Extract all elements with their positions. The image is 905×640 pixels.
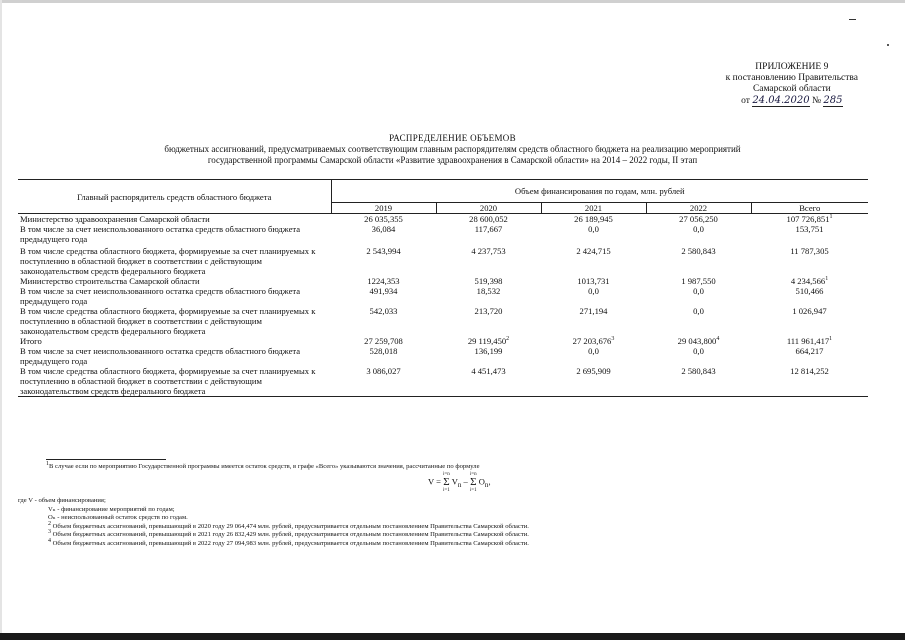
table-row [18, 306, 868, 336]
footnote-3 [18, 531, 868, 540]
cell-value: 2 580,843 [646, 366, 751, 397]
formula-term-o: O [478, 476, 485, 487]
cell-value: 28 600,052 [436, 214, 541, 225]
cell-value: 27 056,250 [646, 214, 751, 225]
appendix-resolution: к постановлению Правительства [725, 73, 858, 83]
cell-value: 528,018 [369, 346, 398, 356]
scan-top-edge [0, 0, 905, 3]
table-row [18, 224, 868, 246]
cell-value: 1013,731 [577, 276, 610, 286]
date-value: 24.04.2020 [752, 95, 810, 106]
footnote-mark: 3 [48, 529, 51, 536]
cell-total [751, 336, 868, 346]
footnote-4 [18, 537, 868, 549]
header-year: 2020 [436, 203, 541, 214]
row-label: В том числе за счет неиспользованного остатка средств областного бюджета предыдущего года [20, 346, 301, 366]
number-prefix: № [811, 96, 822, 106]
footnote-text: Объем бюджетных ассигнований, превышающий в 2021 году 26 832,429 млн. рублей, предусматривается отдельным постановлением Правительства Самарской области. [52, 531, 529, 539]
header-year: 2019 [331, 203, 436, 214]
cell-value: 271,194 [579, 306, 608, 316]
cell-value: 27 259,708 [364, 336, 403, 346]
cell-value: 0,0 [588, 346, 599, 356]
cell-value: 2 543,994 [366, 246, 401, 256]
scan-bottom-edge [0, 633, 905, 640]
def-on: Oₙ - неиспользованный остаток средств по годам. [48, 514, 188, 522]
footnote-ref: 2 [506, 336, 510, 343]
formula [428, 472, 491, 493]
cell-value: 491,934 [369, 286, 398, 296]
row-label: В том числе за счет неиспользованного остатка средств областного бюджета предыдущего года [20, 224, 301, 244]
footnote-text: Объем бюджетных ассигнований, превышающий в 2020 году 29 064,474 млн. рублей, предусматривается отдельным постановлением Правительства Самарской области. [52, 522, 529, 530]
formula-end: , [488, 476, 491, 487]
formula-sub: n [457, 481, 462, 490]
row-label: В том числе за счет неиспользованного остатка средств областного бюджета предыдущего года [20, 286, 301, 306]
cell-value: 3 086,027 [331, 366, 436, 397]
cell-total [751, 276, 868, 286]
footnote-ref: 3 [611, 336, 615, 343]
footnote-mark: 2 [48, 520, 51, 527]
cell-value: 0,0 [588, 224, 599, 234]
cell-value: 2 424,715 [576, 246, 611, 256]
cell-value: 136,199 [474, 346, 503, 356]
title-subline-2: государственной программы Самарской области «Развитие здравоохранения в Самарской области» на 2014 – 2022 годы, II этап [207, 155, 698, 165]
cell-value [646, 336, 751, 346]
cell-value: 36,084 [371, 224, 396, 234]
cell-value: 26 189,945 [541, 214, 646, 225]
cell-total [751, 214, 868, 225]
cell-value [436, 336, 541, 346]
cell-value: 0,0 [693, 346, 704, 356]
table-row [18, 276, 868, 286]
cell-value: 2 580,843 [681, 246, 716, 256]
cell-value: 0,0 [588, 286, 599, 296]
sigma-icon: Σ [443, 476, 450, 488]
footnote-ref: 4 [716, 336, 720, 343]
value-text: 29 043,800 [677, 336, 717, 346]
footnote-ref: 1 [829, 214, 833, 221]
cell-value: 1 987,550 [681, 276, 716, 286]
sum-symbol [470, 472, 477, 493]
table-row [18, 214, 868, 225]
number-value: 285 [823, 95, 843, 106]
footnotes [18, 459, 868, 471]
cell-value: 18,532 [476, 286, 501, 296]
cell-value [541, 336, 646, 346]
header-distributor: Главный распорядитель средств областного бюджета [18, 180, 331, 214]
total-value: 111 961,417 [786, 336, 830, 346]
formula-term-v: V [451, 476, 458, 487]
value-text: 29 119,450 [467, 336, 507, 346]
financing-table [18, 179, 868, 397]
cell-value: 4 451,473 [436, 366, 541, 397]
cell-total: 11 787,305 [790, 246, 829, 256]
sum-upper: i=n [443, 472, 450, 477]
footnote-ref: 1 [825, 276, 829, 283]
sum-symbol [443, 472, 450, 493]
formula-sub: n [484, 481, 489, 490]
header-year: 2022 [646, 203, 751, 214]
scan-mark [849, 19, 856, 20]
total-value: 4 234,566 [790, 276, 826, 286]
cell-value: 4 237,753 [471, 246, 506, 256]
cell-total: 12 814,252 [751, 366, 868, 397]
footnote-text: Объем бюджетных ассигнований, превышающий в 2022 году 27 094,983 млн. рублей, предусматривается отдельным постановлением Правительства Самарской области. [52, 539, 529, 547]
def-where: где V - объем финансирования; [18, 497, 106, 504]
scan-left-edge [0, 0, 2, 640]
cell-value: 2 695,909 [541, 366, 646, 397]
value-text: 27 203,676 [572, 336, 612, 346]
cell-value: 0,0 [693, 306, 704, 316]
header-year: 2021 [541, 203, 646, 214]
row-label: В том числе средства областного бюджета, формируемые за счет планируемых к поступлению в областной бюджет в соответствии с действующим законодательством средств федерального бюджета [20, 246, 316, 276]
footnote-text: В случае если по мероприятию Государственной программы имеется остаток средств, в графе «Всего» указываются значения, рассчитанные по формуле [49, 463, 480, 470]
footnote-mark: 4 [48, 537, 51, 544]
row-label: В том числе средства областного бюджета, формируемые за счет планируемых к поступлению в областной бюджет в соответствии с действующим законодательством средств федерального бюджета [18, 366, 331, 397]
table-row [18, 246, 868, 276]
cell-value: 1224,353 [367, 276, 400, 286]
formula-lhs: V = [428, 476, 441, 487]
cell-total: 510,466 [795, 286, 824, 296]
title-heading: РАСПРЕДЕЛЕНИЕ ОБЪЕМОВ [389, 133, 516, 143]
cell-value: 117,667 [474, 224, 503, 234]
cell-total: 664,217 [795, 346, 824, 356]
title-subline-1: бюджетных ассигнований, предусматриваемых соответствующим главным распорядителям средств областного бюджета на реализацию мероприятий [164, 144, 741, 154]
appendix-date-line [726, 95, 858, 107]
scan-dot [887, 44, 889, 46]
cell-value: 519,398 [474, 276, 503, 286]
row-label: Министерство здравоохранения Самарской области [18, 214, 331, 225]
table-row [18, 286, 868, 306]
formula-minus: – [463, 476, 468, 487]
cell-value: 213,720 [474, 306, 503, 316]
table-row [18, 346, 868, 366]
footnote-1 [18, 460, 868, 471]
row-label: В том числе средства областного бюджета, формируемые за счет планируемых к поступлению в областной бюджет в соответствии с действующим законодательством средств федерального бюджета [20, 306, 316, 336]
appendix-title: ПРИЛОЖЕНИЕ 9 [755, 62, 829, 72]
definitions [18, 497, 868, 549]
sigma-icon: Σ [470, 476, 477, 488]
header-total: Всего [751, 203, 868, 214]
cell-value: 26 035,355 [331, 214, 436, 225]
total-value: 107 726,851 [786, 214, 830, 224]
appendix-region: Самарской области [752, 84, 831, 94]
document-title [30, 133, 875, 166]
row-label: Министерство строительства Самарской области [20, 276, 200, 286]
sum-lower: i=1 [469, 488, 477, 493]
table-row [18, 336, 868, 346]
appendix-header [726, 62, 858, 107]
cell-total: 1 026,947 [792, 306, 827, 316]
footnote-mark: 1 [46, 460, 49, 467]
row-label: Итого [20, 336, 42, 346]
footnote-rule [46, 459, 166, 460]
def-vn: Vₙ - финансирование мероприятий по годам; [48, 505, 175, 513]
header-financing: Объем финансирования по годам, млн. рублей [331, 180, 868, 203]
sum-upper: i=n [469, 472, 477, 477]
table-row [18, 366, 868, 397]
cell-value: 0,0 [693, 224, 704, 234]
footnote-ref: 1 [829, 336, 833, 343]
cell-value: 0,0 [693, 286, 704, 296]
date-prefix: от [741, 96, 750, 106]
cell-total: 153,751 [795, 224, 824, 234]
sum-lower: i=1 [443, 488, 450, 493]
cell-value: 542,033 [369, 306, 398, 316]
